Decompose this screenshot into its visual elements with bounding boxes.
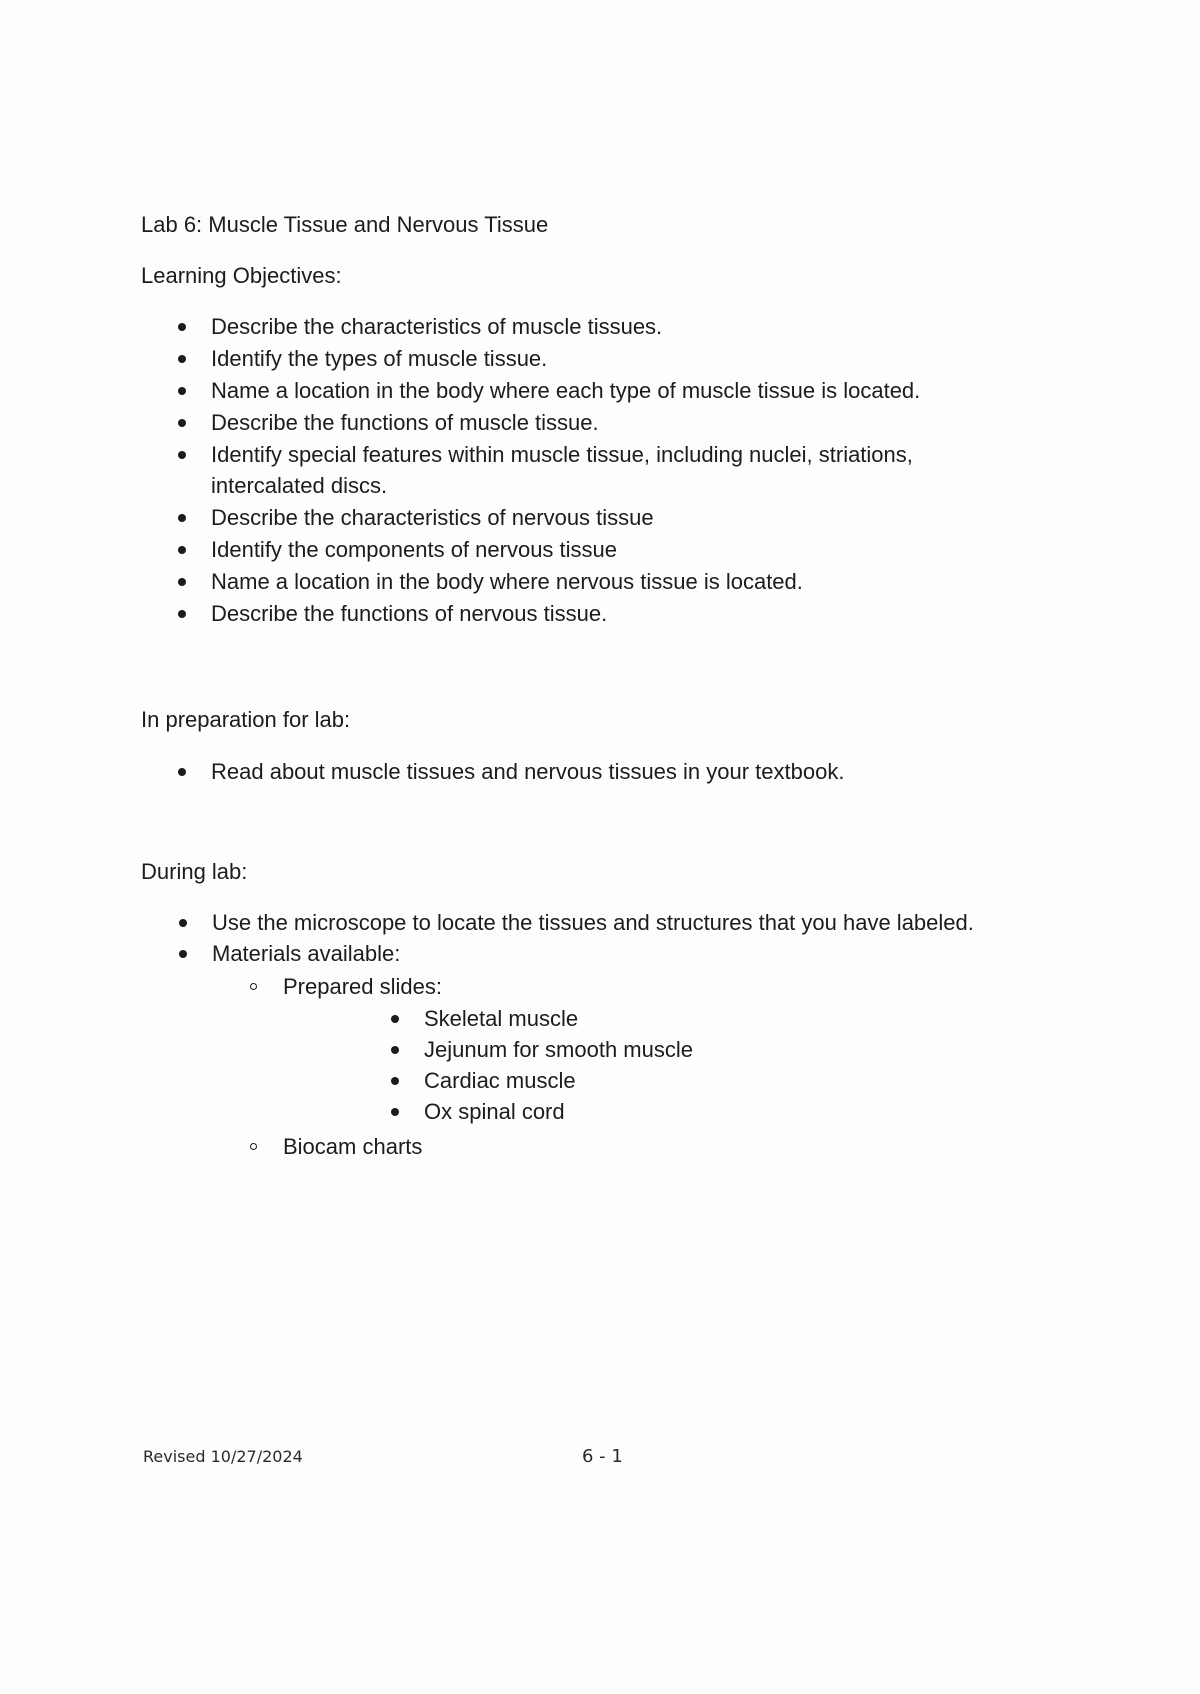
materials-sublist [283, 971, 442, 1002]
materials-sublist-biocam [283, 1131, 422, 1162]
bullet-icon [178, 610, 186, 618]
list-item: Cardiac muscle [424, 1065, 693, 1096]
circle-bullet-icon [250, 1143, 257, 1150]
list-item: Identify special features within muscle tissue, including nuclei, striations, intercalated discs. [211, 439, 920, 501]
revised-date: Revised 10/27/2024 [143, 1447, 303, 1466]
list-item: Name a location in the body where each type of muscle tissue is located. [211, 375, 920, 406]
bullet-icon [178, 768, 186, 776]
preparation-heading: In preparation for lab: [141, 707, 351, 732]
list-item-continuation: intercalated discs. [211, 473, 388, 498]
bullet-icon [178, 387, 186, 395]
bullet-icon [391, 1046, 399, 1054]
list-item: Skeletal muscle [424, 1003, 693, 1034]
prepared-slides-list [424, 1003, 693, 1127]
bullet-icon [178, 419, 186, 427]
bullet-icon [179, 919, 187, 927]
page-number: 6 - 1 [582, 1446, 623, 1467]
list-item: Materials available: [212, 938, 974, 969]
bullet-icon [179, 950, 187, 958]
list-item: Describe the functions of nervous tissue. [211, 598, 920, 629]
list-item: Describe the characteristics of muscle tissues. [211, 311, 920, 342]
list-item: Jejunum for smooth muscle [424, 1034, 693, 1065]
list-item: Describe the characteristics of nervous tissue [211, 502, 920, 533]
list-item: Prepared slides: [283, 971, 442, 1002]
bullet-icon [178, 323, 186, 331]
bullet-icon [391, 1077, 399, 1085]
list-item: Use the microscope to locate the tissues and structures that you have labeled. [212, 907, 974, 938]
during-lab-list [212, 907, 974, 969]
bullet-icon [178, 546, 186, 554]
page-title: Lab 6: Muscle Tissue and Nervous Tissue [141, 212, 549, 237]
bullet-icon [391, 1108, 399, 1116]
learning-objectives-heading: Learning Objectives: [141, 263, 342, 288]
bullet-icon [178, 578, 186, 586]
bullet-icon [178, 514, 186, 522]
list-item: Biocam charts [283, 1131, 422, 1162]
preparation-list [211, 756, 844, 787]
list-item: Ox spinal cord [424, 1096, 693, 1127]
bullet-icon [178, 355, 186, 363]
list-item: Identify the components of nervous tissue [211, 534, 920, 565]
bullet-icon [391, 1015, 399, 1023]
list-item: Describe the functions of muscle tissue. [211, 407, 920, 438]
circle-bullet-icon [250, 983, 257, 990]
during-lab-heading: During lab: [141, 859, 248, 884]
list-item: Identify the types of muscle tissue. [211, 343, 920, 374]
bullet-icon [178, 451, 186, 459]
list-item: Read about muscle tissues and nervous tissues in your textbook. [211, 756, 844, 787]
learning-objectives-list [211, 311, 920, 630]
list-item: Name a location in the body where nervous tissue is located. [211, 566, 920, 597]
